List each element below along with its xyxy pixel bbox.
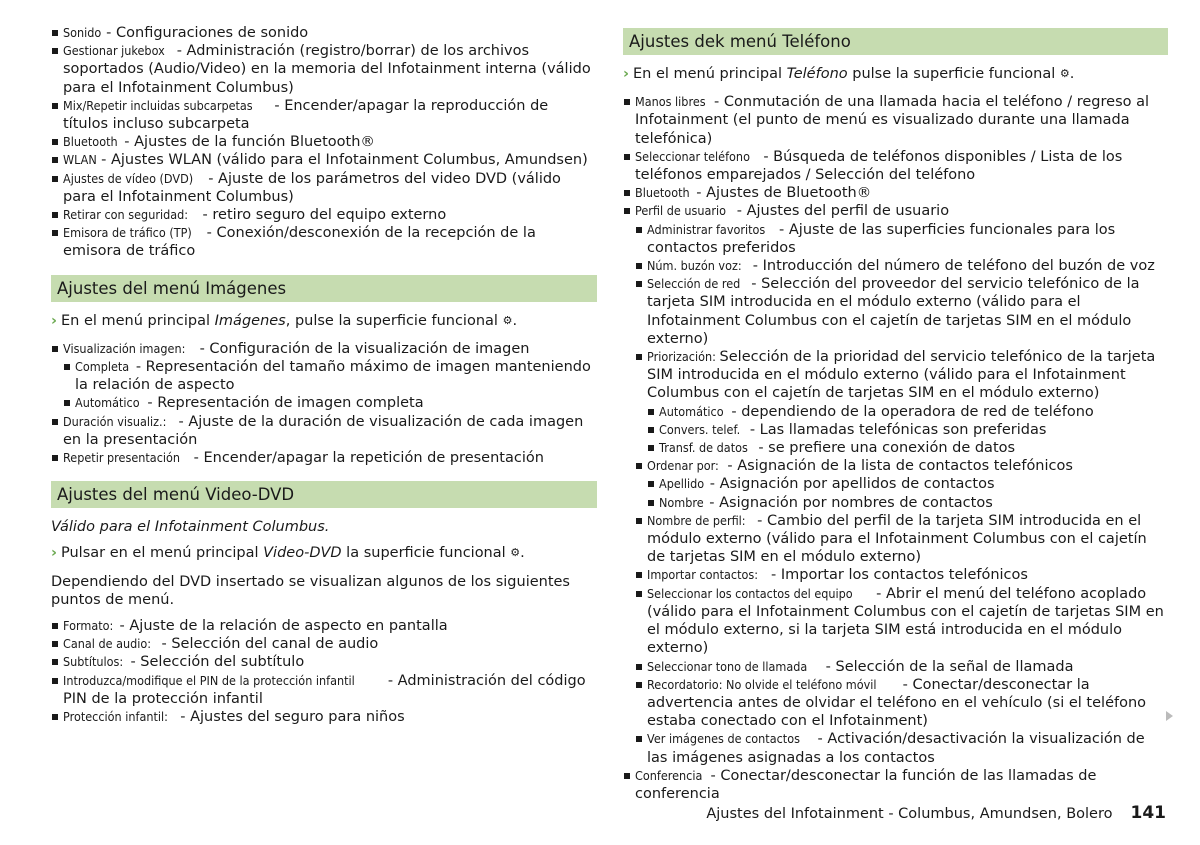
instruction-arrow-icon: › bbox=[51, 312, 57, 329]
list-item bbox=[635, 512, 1168, 567]
item-description: - Conexión/desconexión de la recepción de la emisora de tráfico bbox=[63, 225, 536, 260]
item-description: - Representación del tamaño máximo de imagen manteniendo la relación de aspecto bbox=[75, 359, 591, 394]
item-description: - Las llamadas telefónicas son preferidas bbox=[745, 421, 1047, 438]
item-description: - Ajustes de la función Bluetooth® bbox=[119, 134, 375, 151]
item-description: - Ajuste de los parámetros del video DVD (válido para el Infotainment Columbus) bbox=[63, 170, 561, 205]
list-item bbox=[623, 202, 1168, 220]
list-item bbox=[647, 475, 1168, 493]
list-item bbox=[635, 566, 1168, 584]
item-description: - Búsqueda de teléfonos disponibles / Lista de los teléfonos emparejados / Selección del teléfono bbox=[635, 148, 1123, 184]
menu-term: Subtítulos: bbox=[63, 654, 124, 670]
list-item bbox=[51, 672, 597, 708]
footer-title: Ajustes del Infotainment - Columbus, Amundsen, Bolero bbox=[706, 806, 1113, 822]
menu-term: Canal de audio: bbox=[63, 636, 152, 652]
section-heading-images: Ajustes del menú Imágenes bbox=[51, 275, 597, 302]
menu-term: Nombre bbox=[659, 494, 704, 510]
list-item bbox=[623, 767, 1168, 803]
menu-term: Conferencia bbox=[635, 767, 703, 783]
section-heading-video-dvd: Ajustes del menú Video-DVD bbox=[51, 481, 597, 508]
item-description: - Representación de imagen completa bbox=[142, 395, 424, 412]
valid-note: Válido para el Infotainment Columbus. bbox=[51, 519, 330, 536]
menu-term: Seleccionar los contactos del equipo bbox=[647, 585, 853, 601]
item-description: - Administración (registro/borrar) de los archivos soportados (Audio/Video) en la memoria del Infotainment interna (válido para el Infotainment Columbus) bbox=[63, 43, 591, 96]
continue-triangle-icon bbox=[1166, 711, 1173, 721]
menu-term: Introduzca/modifique el PIN de la protección infantil bbox=[63, 672, 355, 688]
list-item bbox=[63, 358, 597, 394]
menu-term: Transf. de datos bbox=[659, 440, 748, 456]
menu-term: Ver imágenes de contactos bbox=[647, 731, 800, 747]
menu-term: Protección infantil: bbox=[63, 709, 168, 725]
item-description: - Selección del proveedor del servicio telefónico de la tarjeta SIM introducida en el módulo externo (válido para el Infotainment Columbus con el cajetín de tarjetas SIM en el módulo externo) bbox=[647, 276, 1140, 347]
item-description: - Asignación por apellidos de contactos bbox=[705, 476, 995, 493]
item-description: - Asignación de la lista de contactos telefónicos bbox=[722, 458, 1073, 475]
menu-term: Gestionar jukebox bbox=[63, 43, 165, 59]
list-item bbox=[51, 224, 597, 260]
menu-term: Selección de red bbox=[647, 276, 741, 292]
menu-term: Mix/Repetir incluidas subcarpetas bbox=[63, 97, 253, 113]
images-settings-list bbox=[51, 340, 597, 467]
menu-term: Emisora de tráfico (TP) bbox=[63, 225, 192, 241]
item-description: - Ajuste de la duración de visualización de cada imagen en la presentación bbox=[63, 413, 584, 448]
item-description: - Selección del canal de audio bbox=[156, 636, 379, 653]
item-description: - Encender/apagar la repetición de presentación bbox=[189, 450, 544, 467]
section-heading-phone: Ajustes dek menú Teléfono bbox=[623, 28, 1168, 55]
menu-term: Retirar con seguridad: bbox=[63, 207, 189, 223]
list-item bbox=[635, 457, 1168, 475]
right-column bbox=[623, 24, 1168, 803]
menu-term: Seleccionar teléfono bbox=[635, 148, 750, 164]
item-description: - Ajuste de la relación de aspecto en pantalla bbox=[114, 618, 448, 635]
menu-term: Sonido bbox=[63, 25, 102, 40]
list-item bbox=[51, 617, 597, 635]
item-description: - Activación/desactivación la visualización de las imágenes asignadas a los contactos bbox=[647, 731, 1145, 766]
menu-term: Convers. telef. bbox=[659, 421, 741, 437]
list-item bbox=[623, 148, 1168, 184]
list-item bbox=[623, 93, 1168, 148]
instruction-arrow-icon: › bbox=[51, 545, 57, 562]
list-item bbox=[635, 585, 1168, 658]
instruction-arrow-icon: › bbox=[623, 66, 629, 82]
phone-instruction: › En el menú principal Teléfono pulse la superficie funcional ⚙. bbox=[623, 66, 1075, 82]
item-description: - Introducción del número de teléfono del buzón de voz bbox=[748, 258, 1155, 275]
menu-term: Bluetooth bbox=[635, 185, 690, 201]
menu-term: Perfil de usuario bbox=[635, 203, 727, 219]
item-description: - Encender/apagar la reproducción de títulos incluso subcarpeta bbox=[63, 97, 549, 133]
images-instruction: › En el menú principal Imágenes, pulse la superficie funcional ⚙. bbox=[51, 312, 518, 329]
item-description: - Abrir el menú del teléfono acoplado (válido para el Infotainment Columbus con el cajetín de tarjetas SIM en el módulo externo, si la tarjeta SIM está introducida en el módulo externo) bbox=[647, 585, 1164, 657]
list-item bbox=[623, 184, 1168, 202]
list-item bbox=[51, 42, 597, 97]
item-description: - dependiendo de la operadora de red de teléfono bbox=[726, 403, 1094, 420]
item-description: - Asignación por nombres de contactos bbox=[704, 494, 993, 511]
menu-term: Automático bbox=[75, 395, 140, 411]
item-description: - Cambio del perfil de la tarjeta SIM introducida en el módulo externo (válido para el Infotainment Columbus con el cajetín de tarjetas SIM en el módulo externo) bbox=[647, 512, 1147, 566]
menu-term: Administrar favoritos bbox=[647, 221, 766, 237]
list-item bbox=[51, 97, 597, 133]
item-description: - se prefiere una conexión de datos bbox=[753, 440, 1016, 457]
item-description: - Ajustes del perfil de usuario bbox=[732, 203, 950, 220]
settings-gear-icon: ⚙ bbox=[502, 313, 513, 327]
item-description: - Configuración de la visualización de imagen bbox=[194, 340, 530, 357]
list-item bbox=[51, 449, 597, 467]
menu-term: Recordatorio: No olvide el teléfono móvil bbox=[647, 676, 877, 692]
menu-term: Formato: bbox=[63, 618, 114, 634]
list-item bbox=[51, 151, 597, 169]
page-footer bbox=[706, 803, 1166, 823]
list-item bbox=[635, 658, 1168, 676]
menu-term: Priorización: bbox=[647, 349, 716, 365]
list-item bbox=[647, 439, 1168, 457]
left-column bbox=[51, 24, 597, 726]
menu-term: Visualización imagen: bbox=[63, 340, 186, 356]
list-item bbox=[63, 394, 597, 412]
menu-term: Nombre de perfil: bbox=[647, 512, 746, 528]
item-description: - Ajustes del seguro para niños bbox=[175, 709, 405, 726]
list-item bbox=[635, 221, 1168, 257]
menu-term: Importar contactos: bbox=[647, 567, 759, 583]
menu-term: Repetir presentación bbox=[63, 450, 181, 466]
page-number: 141 bbox=[1130, 803, 1166, 823]
settings-gear-icon: ⚙ bbox=[510, 546, 521, 560]
menu-term: Seleccionar tono de llamada bbox=[647, 658, 808, 674]
item-description: - Administración del código PIN de la protección infantil bbox=[63, 672, 586, 707]
item-description: Selección de la prioridad del servicio telefónico de la tarjeta SIM introducida en el módulo externo (válido para el Infotainment Columbus con el cajetín de tarjetas SIM en el módulo externo) bbox=[647, 349, 1156, 402]
menu-term: WLAN bbox=[63, 152, 97, 168]
menu-term: Completa bbox=[75, 359, 130, 375]
menu-term: Ajustes de vídeo (DVD) bbox=[63, 170, 194, 186]
list-item bbox=[647, 421, 1168, 439]
list-item bbox=[635, 676, 1168, 731]
menu-term: Ordenar por: bbox=[647, 458, 719, 474]
list-item bbox=[635, 348, 1168, 403]
item-description: - Ajuste de las superficies funcionales para los contactos preferidos bbox=[647, 221, 1116, 256]
list-item bbox=[51, 170, 597, 206]
left-top-list bbox=[51, 24, 597, 261]
video-intro: Dependiendo del DVD insertado se visualizan algunos de los siguientes puntos de menú. bbox=[51, 573, 570, 608]
list-item bbox=[51, 24, 597, 42]
menu-term: Bluetooth bbox=[63, 134, 118, 150]
item-description: - Selección de la señal de llamada bbox=[821, 658, 1074, 675]
video-instruction: › Pulsar en el menú principal Video-DVD la superficie funcional ⚙. bbox=[51, 545, 525, 562]
menu-term: Automático bbox=[659, 403, 724, 419]
item-description: - retiro seguro del equipo externo bbox=[197, 207, 447, 224]
list-item bbox=[51, 635, 597, 653]
list-item bbox=[51, 413, 597, 449]
list-item bbox=[51, 133, 597, 151]
item-description: - Conectar/desconectar la función de las llamadas de conferencia bbox=[635, 767, 1097, 802]
list-item bbox=[51, 653, 597, 671]
menu-term: Manos libres bbox=[635, 94, 706, 110]
list-item bbox=[51, 340, 597, 358]
list-item bbox=[51, 206, 597, 224]
list-item bbox=[635, 275, 1168, 348]
list-item bbox=[635, 257, 1168, 275]
menu-term: Apellido bbox=[659, 476, 705, 492]
item-description: - Configuraciones de sonido bbox=[101, 25, 309, 41]
settings-gear-icon: ⚙ bbox=[1059, 67, 1070, 80]
video-settings-list bbox=[51, 617, 597, 726]
list-item bbox=[635, 730, 1168, 766]
item-description: - Ajustes de Bluetooth® bbox=[691, 185, 872, 202]
item-description: - Ajustes WLAN (válido para el Infotainment Columbus, Amundsen) bbox=[96, 152, 588, 169]
item-description: - Conmutación de una llamada hacia el teléfono / regreso al Infotainment (el punto de menú es visualizado durante una llamada telefónica) bbox=[635, 94, 1150, 147]
list-item bbox=[647, 403, 1168, 421]
list-item bbox=[647, 494, 1168, 512]
menu-term: Duración visualiz.: bbox=[63, 413, 167, 429]
phone-settings-list bbox=[623, 93, 1168, 803]
menu-term: Núm. buzón voz: bbox=[647, 258, 742, 274]
item-description: - Conectar/desconectar la advertencia antes de olvidar el teléfono en el vehículo (si el teléfono estaba conectado con el Infotainment) bbox=[647, 676, 1147, 730]
list-item bbox=[51, 708, 597, 726]
item-description: - Importar los contactos telefónicos bbox=[766, 567, 1028, 584]
item-description: - Selección del subtítulo bbox=[125, 654, 305, 671]
